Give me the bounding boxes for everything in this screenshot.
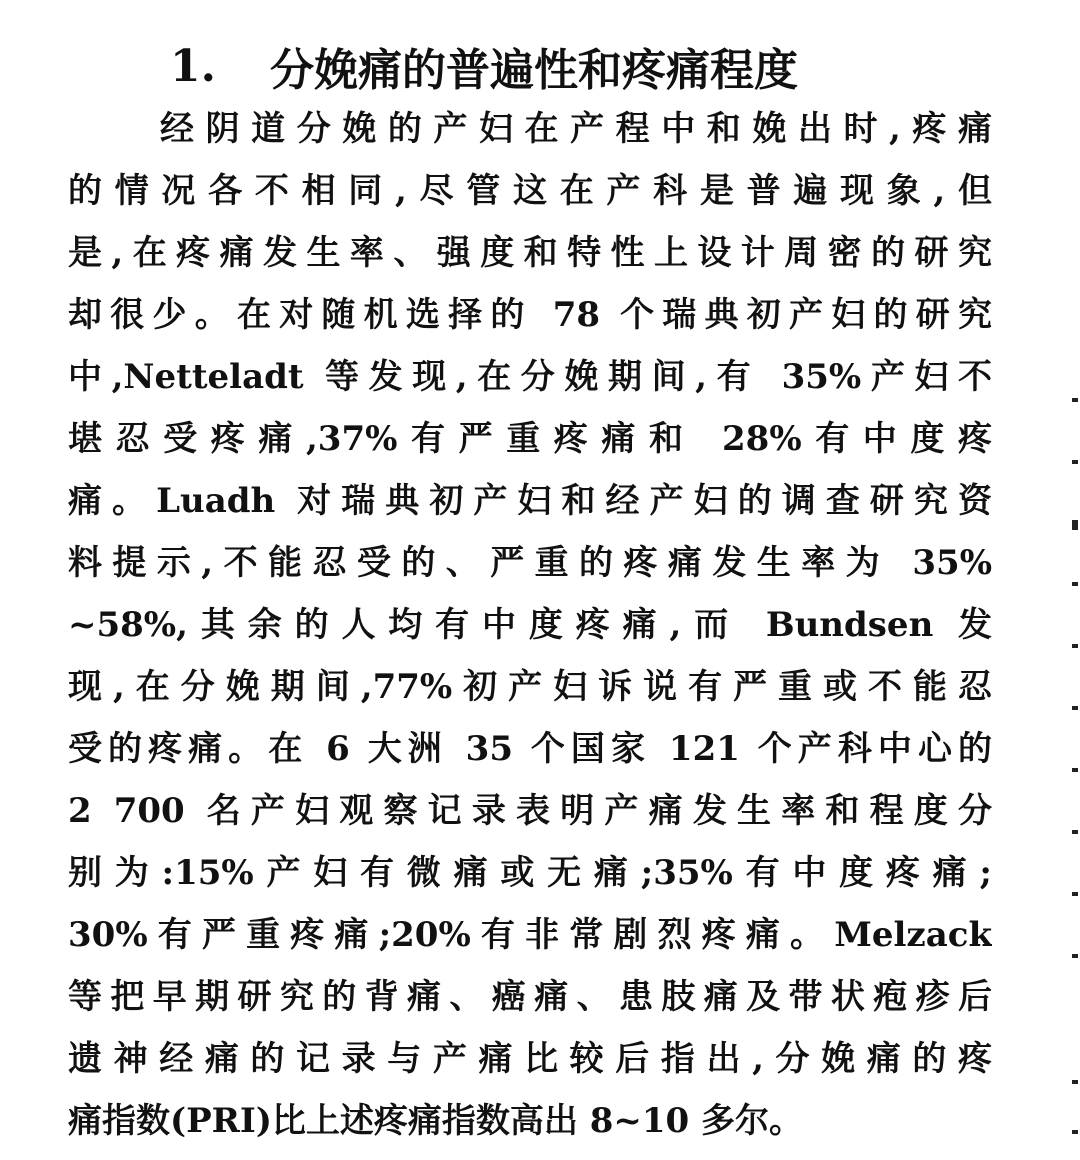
paragraph-line: 遗神经痛的记录与产痛比较后指出,分娩痛的疼 bbox=[68, 1039, 992, 1079]
paragraph-line: 经阴道分娩的产妇在产程中和娩出时,疼痛 bbox=[160, 109, 992, 149]
paragraph-line: 现,在分娩期间,77%初产妇诉说有严重或不能忍 bbox=[68, 667, 992, 707]
body-paragraph bbox=[68, 98, 992, 1152]
paragraph-line: 别为:15%产妇有微痛或无痛;35%有中度疼痛; bbox=[68, 853, 992, 893]
paragraph-line: 的情况各不相同,尽管这在产科是普遍现象,但 bbox=[68, 171, 992, 211]
paragraph-line: 却很少。在对随机选择的 78 个瑞典初产妇的研究 bbox=[68, 295, 992, 335]
paragraph-line: 是,在疼痛发生率、强度和特性上设计周密的研究 bbox=[68, 233, 992, 273]
paragraph-line: 痛指数(PRI)比上述疼痛指数高出 8~10 多尔。 bbox=[68, 1101, 804, 1141]
paragraph-line: ~58%,其余的人均有中度疼痛,而 Bundsen 发 bbox=[68, 605, 992, 645]
paragraph-line: 2 700 名产妇观察记录表明产痛发生率和程度分 bbox=[68, 791, 992, 831]
paragraph-line: 等把早期研究的背痛、癌痛、患肢痛及带状疱疹后 bbox=[68, 977, 992, 1017]
paragraph-line: 30%有严重疼痛;20%有非常剧烈疼痛。Melzack bbox=[68, 915, 992, 955]
section-title: 分娩痛的普遍性和疼痛程度 bbox=[270, 45, 798, 96]
adjacent-column-fragment bbox=[1072, 360, 1080, 1140]
section-number: 1. bbox=[170, 40, 216, 92]
paragraph-line: 中,Netteladt 等发现,在分娩期间,有 35%产妇不 bbox=[68, 357, 992, 397]
paragraph-line: 痛。Luadh 对瑞典初产妇和经产妇的调查研究资 bbox=[68, 481, 992, 521]
section-heading bbox=[170, 34, 798, 98]
paragraph-line: 料提示,不能忍受的、严重的疼痛发生率为 35% bbox=[68, 543, 992, 583]
paragraph-line: 堪忍受疼痛,37%有严重疼痛和 28%有中度疼 bbox=[68, 419, 992, 459]
paragraph-line: 受的疼痛。在 6 大洲 35 个国家 121 个产科中心的 bbox=[68, 729, 992, 769]
